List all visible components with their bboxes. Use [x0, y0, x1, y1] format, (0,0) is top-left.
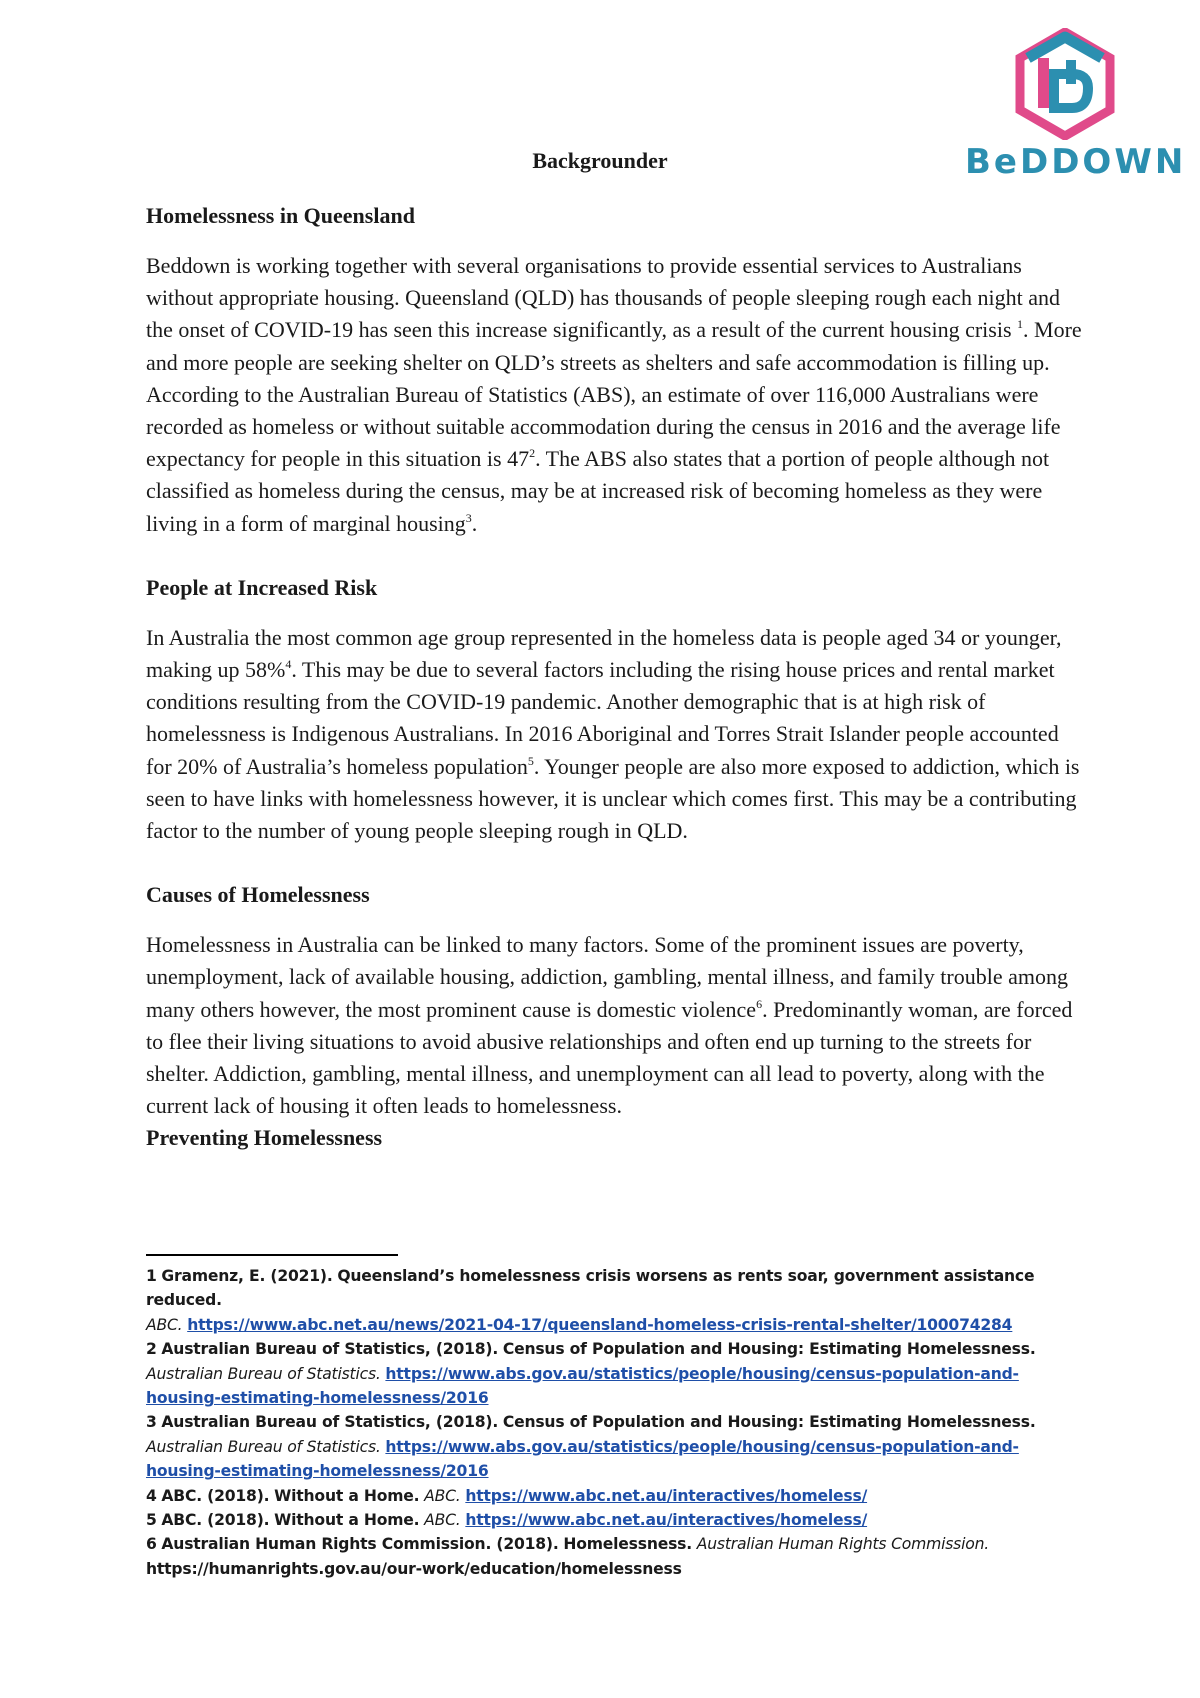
- footnote-ref: 3: [465, 510, 472, 525]
- footnote: 2 Australian Bureau of Statistics, (2018). Census of Population and Housing: Estimating Homelessness. Australian Bureau of Statistics. https://www.abs.gov.au/statistics/people/housing/census-population-and-housing-estimating-homelessness/2016: [146, 1340, 1036, 1408]
- footnote-link[interactable]: https://www.abc.net.au/interactives/homeless/: [465, 1511, 868, 1530]
- footnote: 6 Australian Human Rights Commission. (2018). Homelessness. Australian Human Rights Commission. https://humanrights.gov.au/our-work/education/homelessness: [146, 1535, 990, 1578]
- chimney: [1066, 60, 1076, 84]
- section-heading: Homelessness in Queensland: [146, 203, 415, 228]
- footnote: 4 ABC. (2018). Without a Home. ABC. https://www.abc.net.au/interactives/homeless/: [146, 1486, 868, 1505]
- hexagon-outline: [1020, 32, 1110, 136]
- footnote-url-text: https://humanrights.gov.au/our-work/education/homelessness: [146, 1559, 682, 1578]
- section-heading: Causes of Homelessness: [146, 882, 370, 908]
- footnote-link[interactable]: https://www.abs.gov.au/statistics/people/housing/census-population-and-housing-estimating-homelessness/2016: [146, 1364, 1019, 1408]
- house-roof: [1028, 37, 1102, 58]
- footnote: 3 Australian Bureau of Statistics, (2018). Census of Population and Housing: Estimating Homelessness. Australian Bureau of Statistics. https://www.abs.gov.au/statistics/people/housing/census-population-and-housing-estimating-homelessness/2016: [146, 1413, 1036, 1481]
- footnote-separator: [146, 1254, 398, 1256]
- section-paragraph: Beddown is working together with several organisations to provide essential services to Australians without appropriate housing. Queensland (QLD) has thousands of people sleeping rough each night and the onset of COVID-19 has seen this increase significantly, as a result of the current housing crisis $^1$. More and more people are seeking shelter on QLD’s streets as shelters and safe accommodation is filling up. According to the Australian Bureau of Statistics (ABS), an estimate of over 116,000 Australians were recorded as homeless or without suitable accommodation during the census in 2016 and the average life expectancy for people in this situation is $47^2$. The ABS also states that a portion of people although not classified as homeless during the census, may be at increased risk of becoming homeless as they were living in a form of marginal housing$^3$.: [146, 253, 1082, 536]
- footnote: 5 ABC. (2018). Without a Home. ABC. https://www.abc.net.au/interactives/homeless/: [146, 1511, 868, 1530]
- footnote: 1 Gramenz, E. (2021). Queensland’s homelessness crisis worsens as rents soar, government assistance reduced. ABC. https://www.abc.net.au/news/2021-04-17/queensland-homeless-crisis-rental-shelter/100074284: [146, 1267, 1035, 1334]
- beddown-logo: [965, 28, 1187, 182]
- footnote-ref: 6: [756, 996, 763, 1011]
- footnote-ref: 4: [285, 657, 292, 672]
- section-paragraph: In Australia the most common age group represented in the homeless data is people aged 34 or younger, making up 58%$^4$. This may be due to several factors including the rising house prices and rental market conditions resulting from the COVID-19 pandemic. Another demographic that is at high risk of homelessness is Indigenous Australians. In 2016 Aboriginal and Torres Strait Islander people accounted for 20% of Australia’s homeless population$^5$. Younger people are also more exposed to addiction, which is seen to have links with homelessness however, it is unclear which comes first. This may be a contributing factor to the number of young people sleeping rough in QLD.: [146, 624, 1080, 844]
- footnotes: [146, 1264, 1086, 1581]
- footnote-ref: 5: [527, 753, 534, 768]
- footnote-link[interactable]: https://www.abc.net.au/news/2021-04-17/queensland-homeless-crisis-rental-shelter/100074284: [187, 1315, 1013, 1334]
- footnote-link[interactable]: https://www.abs.gov.au/statistics/people/housing/census-population-and-housing-estimating-homelessness/2016: [146, 1437, 1019, 1481]
- document-body: [146, 202, 1086, 1152]
- section-paragraph: Homelessness in Australia can be linked to many factors. Some of the prominent issues are poverty, unemployment, lack of available housing, addiction, gambling, mental illness, and family trouble among many others however, the most prominent cause is domestic violence$^6$. Predominantly woman, are forced to flee their living situations to avoid abusive relationships and often end up turning to the streets for shelter. Addiction, gambling, mental illness, and unemployment can all lead to poverty, along with the current lack of housing it often leads to homelessness.: [146, 932, 1073, 1119]
- house-bed-icon: [1010, 28, 1120, 140]
- bed-post: [1038, 58, 1049, 108]
- section-heading: People at Increased Risk: [146, 574, 378, 600]
- footnote-ref: 1: [1017, 317, 1024, 332]
- logo-wordmark: BeDDOWN: [965, 142, 1187, 182]
- section-heading: Preventing Homelessness: [146, 1125, 383, 1151]
- footnote-ref: 2: [529, 446, 536, 461]
- footnote-link[interactable]: https://www.abc.net.au/interactives/homeless/: [465, 1486, 868, 1505]
- document-title: Backgrounder: [532, 148, 668, 173]
